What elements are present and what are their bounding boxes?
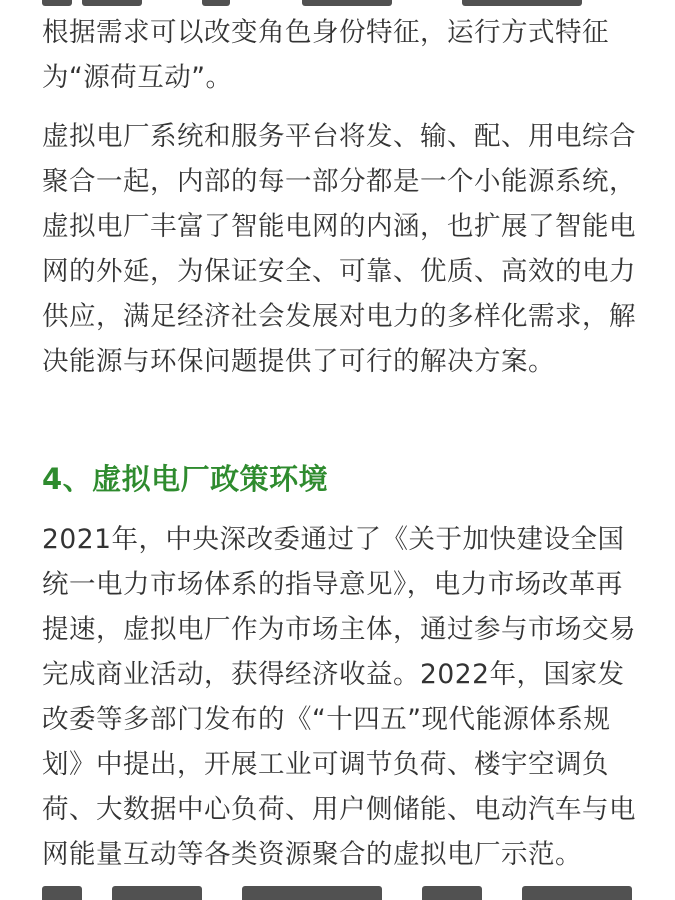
section-heading: 4、虚拟电厂政策环境 xyxy=(42,462,329,496)
intro-paragraph: 根据需求可以改变角色身份特征，运行方式特征为“源荷互动”。 xyxy=(42,17,609,93)
policy-paragraph: 2021年，中央深改委通过了《关于加快建设全国统一电力市场体系的指导意见》，电力市场改革再提速，虚拟电厂作为市场主体，通过参与市场交易完成商业活动，获得经济收益。2022年，国家发改委等多部门发布的《“十四五”现代能源体系规划》中提出，开展工业可调节负荷、楼宇空调负荷、大数据中心负荷、用户侧储能、电动汽车与电网能量互动等各类资源聚合的虚拟电厂示范。 xyxy=(42,524,636,870)
clipped-next-line xyxy=(42,880,642,900)
clipped-previous-line xyxy=(42,0,642,6)
virtual-power-plant-paragraph: 虚拟电厂系统和服务平台将发、输、配、用电综合聚合一起，内部的每一部分都是一个小能源系统，虚拟电厂丰富了智能电网的内涵，也扩展了智能电网的外延，为保证安全、可靠、优质、高效的电力供应，满足经济社会发展对电力的多样化需求，解决能源与环保问题提供了可行的解决方案。 xyxy=(42,121,636,377)
